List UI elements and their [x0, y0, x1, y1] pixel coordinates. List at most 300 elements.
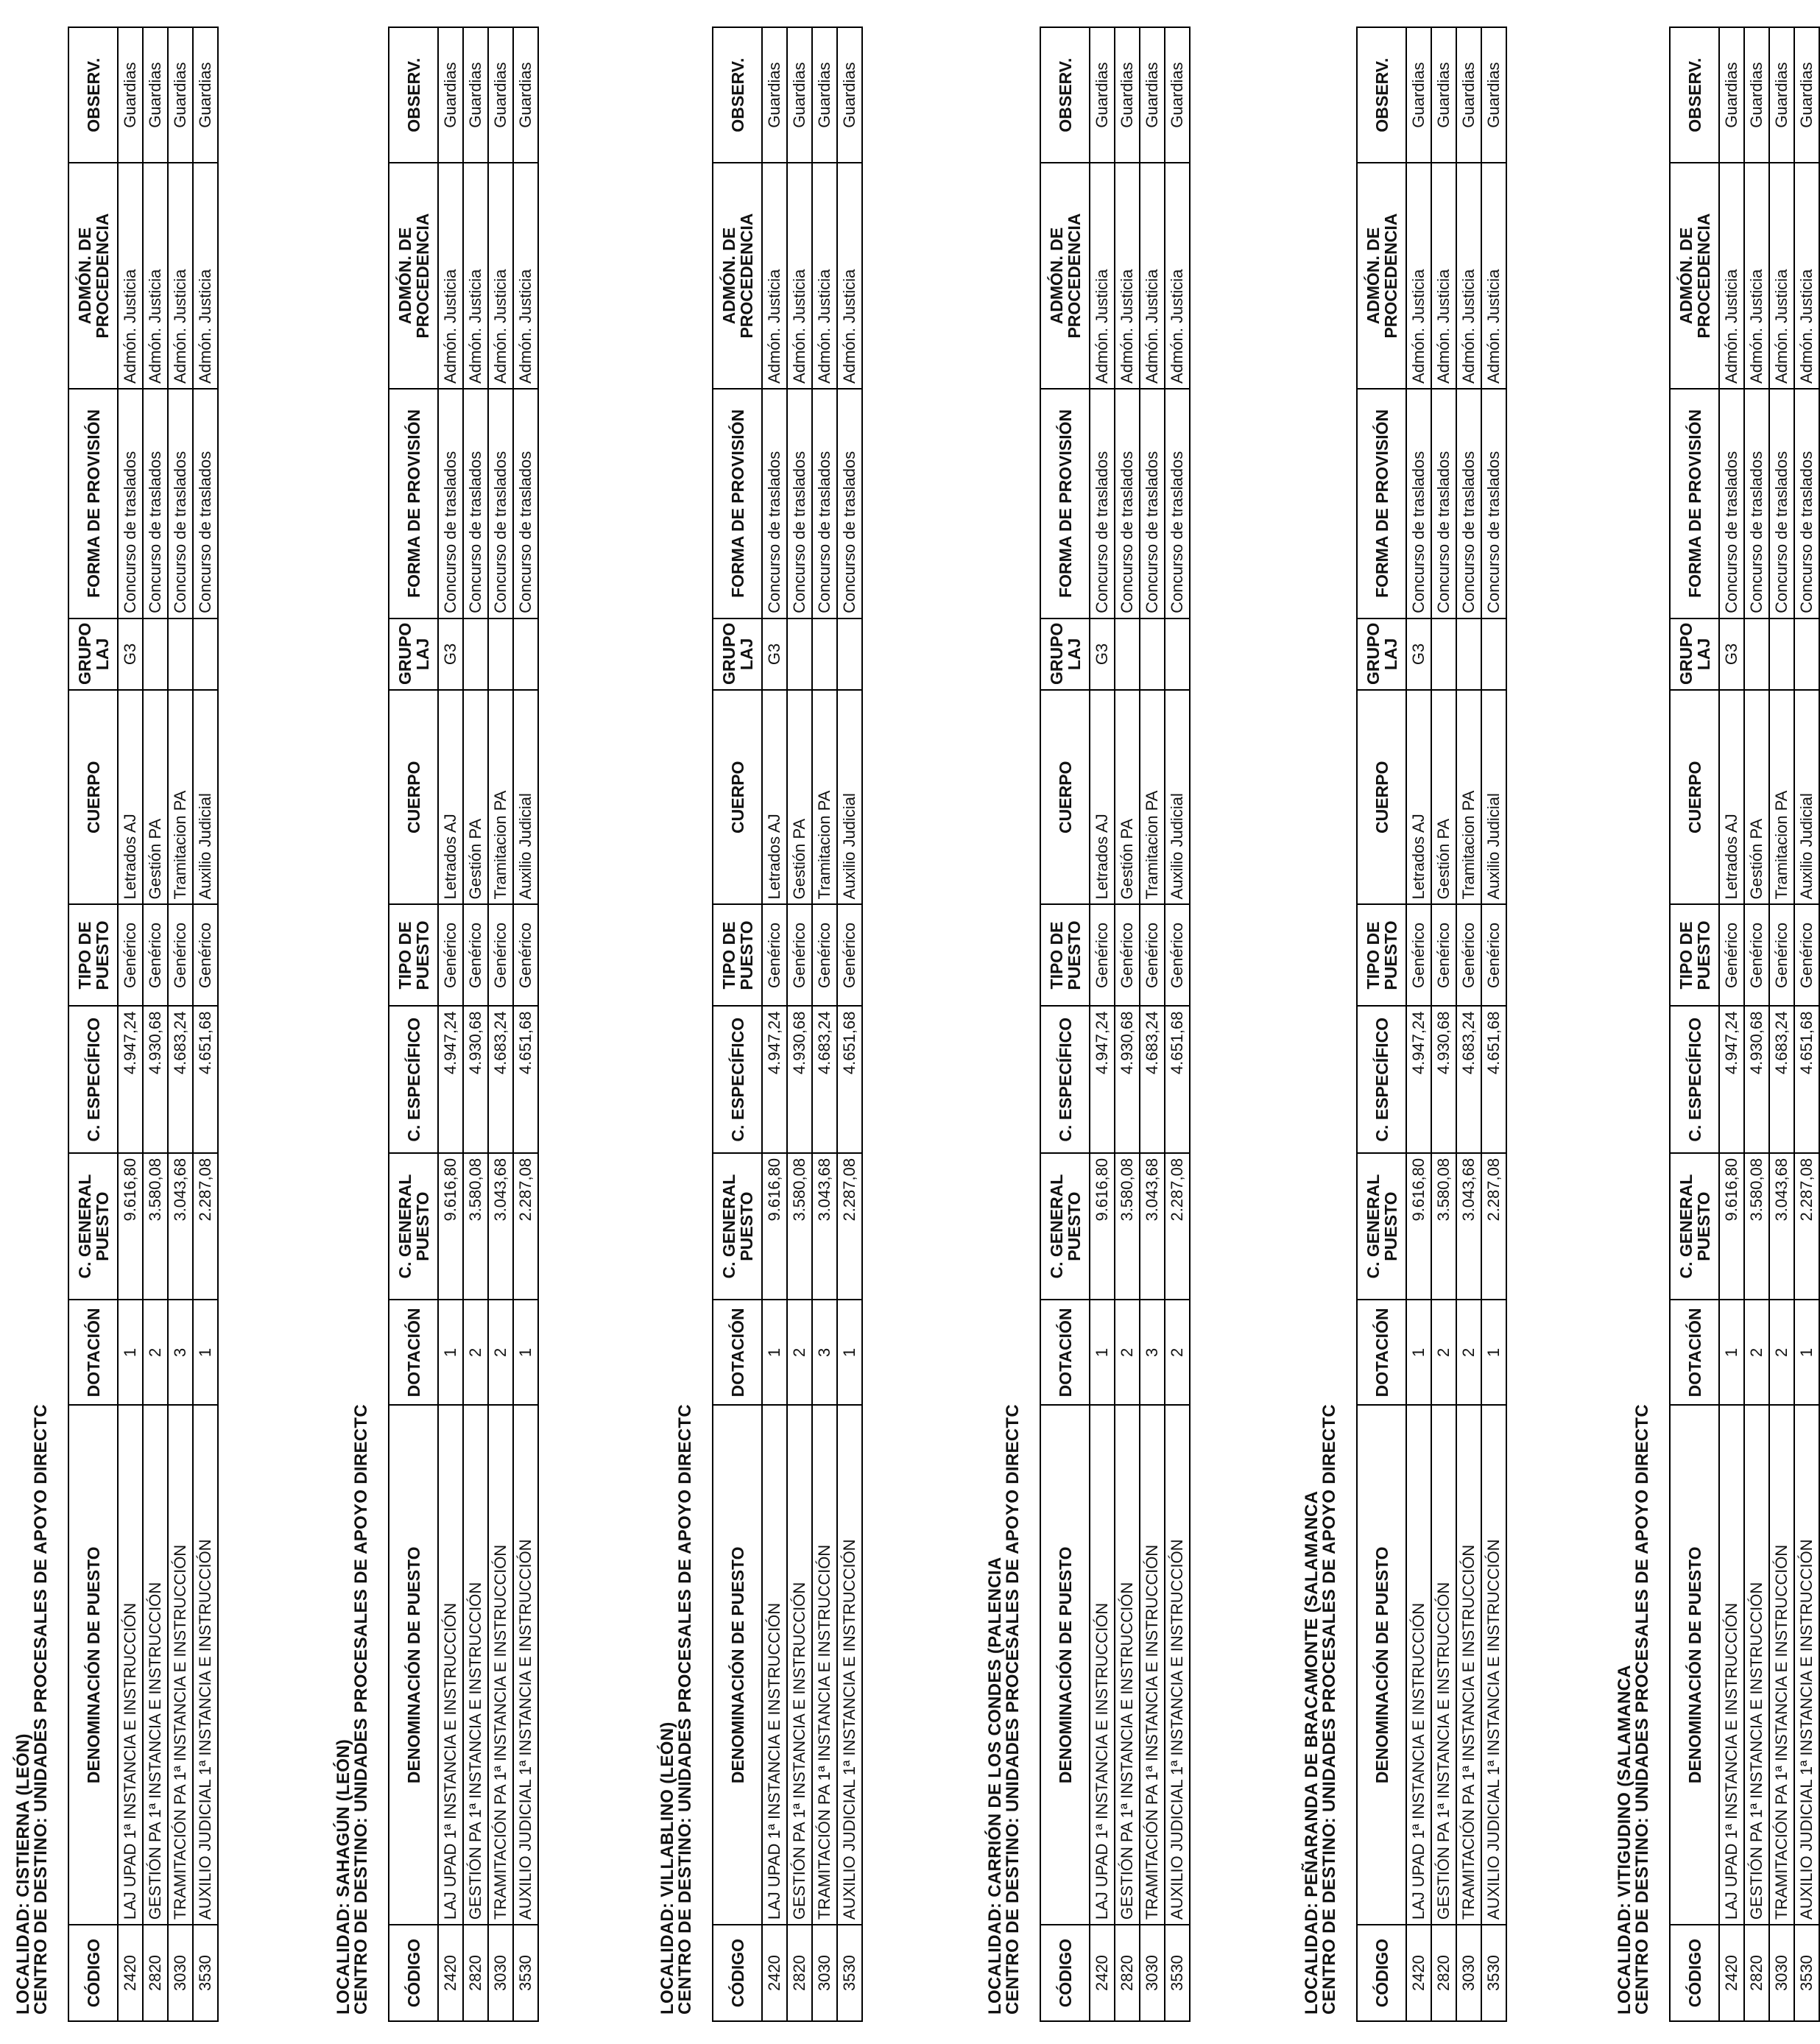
cell-cuerpo: Auxilio Judicial — [1481, 690, 1506, 904]
table-row — [438, 27, 463, 2021]
column-header-codigo: CÓDIGO — [713, 1925, 762, 2021]
cell-admon-procedencia: Admón. Justicia — [1090, 163, 1115, 389]
cell-admon-procedencia: Admón. Justicia — [1794, 163, 1819, 389]
cell-grupo-laj — [488, 619, 513, 690]
cell-codigo: 3030 — [812, 1925, 837, 2021]
cell-denominacion: LAJ UPAD 1ª INSTANCIA E INSTRUCCIÓN — [118, 1405, 143, 1925]
column-header-dotacion: DOTACIÓN — [1357, 1300, 1406, 1405]
column-header-codigo: CÓDIGO — [1670, 1925, 1719, 2021]
cell-tipo-puesto: Genérico — [118, 904, 143, 1006]
column-header-c-especifico: C. ESPECÍFICO — [713, 1007, 762, 1153]
column-header-tipo-puesto: TIPO DE PUESTO — [389, 904, 438, 1006]
cell-observ: Guardias — [837, 27, 862, 163]
cell-c-general: 3.580,08 — [1431, 1153, 1456, 1300]
cell-forma-provision: Concurso de traslados — [1769, 389, 1794, 619]
positions-table — [68, 27, 219, 2022]
cell-c-general: 2.287,08 — [837, 1153, 862, 1300]
cell-cuerpo: Gestión PA — [787, 690, 812, 904]
centro-destino-heading: CENTRO DE DESTINO: UNIDADES PROCESALES DE APOYO DIRECTC — [1319, 1403, 1339, 2015]
column-header-grupo-laj: GRUPO LAJ — [1040, 619, 1090, 690]
cell-c-general: 2.287,08 — [1794, 1153, 1819, 1300]
cell-forma-provision: Concurso de traslados — [488, 389, 513, 619]
cell-codigo: 3530 — [513, 1925, 538, 2021]
cell-observ: Guardias — [143, 27, 168, 163]
cell-c-general: 3.043,68 — [488, 1153, 513, 1300]
cell-denominacion: GESTIÓN PA 1ª INSTANCIA E INSTRUCCIÓN — [1115, 1405, 1140, 1925]
cell-c-especifico: 4.651,68 — [513, 1007, 538, 1153]
column-header-grupo-laj: GRUPO LAJ — [68, 619, 118, 690]
cell-tipo-puesto: Genérico — [837, 904, 862, 1006]
table-row — [1115, 27, 1140, 2021]
cell-dotacion: 1 — [513, 1300, 538, 1405]
column-header-c-especifico: C. ESPECÍFICO — [1040, 1007, 1090, 1153]
cell-codigo: 3530 — [1165, 1925, 1190, 2021]
cell-forma-provision: Concurso de traslados — [1719, 389, 1744, 619]
column-header-observ: OBSERV. — [1670, 27, 1719, 163]
centro-destino-heading: CENTRO DE DESTINO: UNIDADES PROCESALES DE APOYO DIRECTC — [31, 1403, 51, 2015]
cell-dotacion: 2 — [787, 1300, 812, 1405]
cell-denominacion: TRAMITACIÓN PA 1ª INSTANCIA E INSTRUCCIÓN — [488, 1405, 513, 1925]
cell-grupo-laj — [1769, 619, 1794, 690]
column-header-grupo-laj: GRUPO LAJ — [713, 619, 762, 690]
cell-grupo-laj: G3 — [438, 619, 463, 690]
cell-c-especifico: 4.947,24 — [118, 1007, 143, 1153]
cell-codigo: 3030 — [1769, 1925, 1794, 2021]
cell-cuerpo: Gestión PA — [463, 690, 488, 904]
table-row — [1406, 27, 1431, 2021]
table-row — [1481, 27, 1506, 2021]
cell-grupo-laj — [1794, 619, 1819, 690]
table-row — [1744, 27, 1769, 2021]
cell-admon-procedencia: Admón. Justicia — [1165, 163, 1190, 389]
cell-grupo-laj — [1456, 619, 1481, 690]
positions-table — [712, 27, 863, 2022]
table-row — [513, 27, 538, 2021]
cell-admon-procedencia: Admón. Justicia — [837, 163, 862, 389]
cell-codigo: 3530 — [193, 1925, 218, 2021]
cell-dotacion: 2 — [1456, 1300, 1481, 1405]
cell-c-general: 3.043,68 — [1140, 1153, 1165, 1300]
table-row — [1456, 27, 1481, 2021]
cell-grupo-laj — [513, 619, 538, 690]
cell-codigo: 3030 — [1140, 1925, 1165, 2021]
cell-admon-procedencia: Admón. Justicia — [438, 163, 463, 389]
column-header-forma-provision: FORMA DE PROVISIÓN — [713, 389, 762, 619]
column-header-grupo-laj: GRUPO LAJ — [1357, 619, 1406, 690]
column-header-c-especifico: C. ESPECÍFICO — [1670, 1007, 1719, 1153]
cell-c-general: 3.580,08 — [463, 1153, 488, 1300]
cell-grupo-laj: G3 — [1719, 619, 1744, 690]
cell-dotacion: 1 — [837, 1300, 862, 1405]
cell-dotacion: 2 — [463, 1300, 488, 1405]
column-header-observ: OBSERV. — [68, 27, 118, 163]
column-header-codigo: CÓDIGO — [1040, 1925, 1090, 2021]
cell-forma-provision: Concurso de traslados — [1140, 389, 1165, 619]
cell-c-especifico: 4.930,68 — [143, 1007, 168, 1153]
column-header-c-especifico: C. ESPECÍFICO — [1357, 1007, 1406, 1153]
column-header-cuerpo: CUERPO — [1040, 690, 1090, 904]
cell-tipo-puesto: Genérico — [1719, 904, 1744, 1006]
cell-codigo: 2820 — [463, 1925, 488, 2021]
cell-c-general: 2.287,08 — [1481, 1153, 1506, 1300]
cell-cuerpo: Auxilio Judicial — [513, 690, 538, 904]
cell-codigo: 2420 — [762, 1925, 787, 2021]
cell-forma-provision: Concurso de traslados — [1431, 389, 1456, 619]
centro-destino-heading: CENTRO DE DESTINO: UNIDADES PROCESALES DE APOYO DIRECTC — [675, 1403, 695, 2015]
cell-forma-provision: Concurso de traslados — [1456, 389, 1481, 619]
table-row — [837, 27, 862, 2021]
positions-table — [1040, 27, 1191, 2022]
table-row — [1140, 27, 1165, 2021]
cell-grupo-laj — [1744, 619, 1769, 690]
column-header-tipo-puesto: TIPO DE PUESTO — [1040, 904, 1090, 1006]
cell-cuerpo: Tramitacion PA — [1769, 690, 1794, 904]
cell-c-especifico: 4.947,24 — [1090, 1007, 1115, 1153]
column-header-admon-procedencia: ADMÓN. DE PROCEDENCIA — [1040, 163, 1090, 389]
table-row — [812, 27, 837, 2021]
cell-observ: Guardias — [1090, 27, 1115, 163]
table-row — [463, 27, 488, 2021]
localidad-heading: LOCALIDAD: SAHAGÚN (LEÓN) — [334, 1738, 353, 2015]
cell-admon-procedencia: Admón. Justicia — [463, 163, 488, 389]
cell-dotacion: 1 — [1719, 1300, 1744, 1405]
column-header-forma-provision: FORMA DE PROVISIÓN — [1357, 389, 1406, 619]
cell-grupo-laj: G3 — [1406, 619, 1431, 690]
positions-table — [1356, 27, 1507, 2022]
cell-c-especifico: 4.930,68 — [1115, 1007, 1140, 1153]
cell-admon-procedencia: Admón. Justicia — [1456, 163, 1481, 389]
cell-tipo-puesto: Genérico — [1794, 904, 1819, 1006]
cell-observ: Guardias — [787, 27, 812, 163]
cell-c-general: 2.287,08 — [513, 1153, 538, 1300]
cell-c-especifico: 4.683,24 — [168, 1007, 193, 1153]
cell-denominacion: LAJ UPAD 1ª INSTANCIA E INSTRUCCIÓN — [1406, 1405, 1431, 1925]
cell-dotacion: 1 — [193, 1300, 218, 1405]
cell-forma-provision: Concurso de traslados — [762, 389, 787, 619]
cell-denominacion: TRAMITACIÓN PA 1ª INSTANCIA E INSTRUCCIÓN — [168, 1405, 193, 1925]
cell-tipo-puesto: Genérico — [1140, 904, 1165, 1006]
cell-forma-provision: Concurso de traslados — [1744, 389, 1769, 619]
cell-tipo-puesto: Genérico — [812, 904, 837, 1006]
column-header-admon-procedencia: ADMÓN. DE PROCEDENCIA — [389, 163, 438, 389]
localidad-heading: LOCALIDAD: PEÑARANDA DE BRACAMONTE (SALAMANCA — [1302, 1490, 1322, 2015]
cell-admon-procedencia: Admón. Justicia — [488, 163, 513, 389]
cell-tipo-puesto: Genérico — [143, 904, 168, 1006]
column-header-denominacion: DENOMINACIÓN DE PUESTO — [1040, 1405, 1090, 1925]
cell-cuerpo: Letrados AJ — [1719, 690, 1744, 904]
cell-cuerpo: Auxilio Judicial — [1165, 690, 1190, 904]
column-header-admon-procedencia: ADMÓN. DE PROCEDENCIA — [713, 163, 762, 389]
cell-denominacion: AUXILIO JUDICIAL 1ª INSTANCIA E INSTRUCCIÓN — [193, 1405, 218, 1925]
cell-dotacion: 1 — [1481, 1300, 1506, 1405]
cell-tipo-puesto: Genérico — [168, 904, 193, 1006]
cell-dotacion: 2 — [488, 1300, 513, 1405]
cell-tipo-puesto: Genérico — [438, 904, 463, 1006]
cell-c-especifico: 4.651,68 — [193, 1007, 218, 1153]
cell-cuerpo: Letrados AJ — [1406, 690, 1431, 904]
cell-codigo: 2820 — [1431, 1925, 1456, 2021]
cell-admon-procedencia: Admón. Justicia — [1719, 163, 1744, 389]
cell-tipo-puesto: Genérico — [513, 904, 538, 1006]
cell-c-general: 3.043,68 — [168, 1153, 193, 1300]
cell-denominacion: GESTIÓN PA 1ª INSTANCIA E INSTRUCCIÓN — [1744, 1405, 1769, 1925]
table-row — [118, 27, 143, 2021]
column-header-observ: OBSERV. — [389, 27, 438, 163]
cell-codigo: 2420 — [438, 1925, 463, 2021]
column-header-dotacion: DOTACIÓN — [389, 1300, 438, 1405]
table-row — [787, 27, 812, 2021]
table-header-row — [1357, 27, 1406, 2021]
cell-forma-provision: Concurso de traslados — [787, 389, 812, 619]
cell-forma-provision: Concurso de traslados — [168, 389, 193, 619]
centro-destino-heading: CENTRO DE DESTINO: UNIDADES PROCESALES DE APOYO DIRECTC — [351, 1403, 371, 2015]
cell-c-especifico: 4.651,68 — [1165, 1007, 1190, 1153]
cell-dotacion: 1 — [1794, 1300, 1819, 1405]
cell-denominacion: TRAMITACIÓN PA 1ª INSTANCIA E INSTRUCCIÓN — [1456, 1405, 1481, 1925]
cell-c-especifico: 4.651,68 — [1481, 1007, 1506, 1153]
cell-tipo-puesto: Genérico — [1431, 904, 1456, 1006]
cell-admon-procedencia: Admón. Justicia — [787, 163, 812, 389]
column-header-codigo: CÓDIGO — [389, 1925, 438, 2021]
cell-denominacion: GESTIÓN PA 1ª INSTANCIA E INSTRUCCIÓN — [463, 1405, 488, 1925]
cell-cuerpo: Tramitacion PA — [812, 690, 837, 904]
cell-denominacion: GESTIÓN PA 1ª INSTANCIA E INSTRUCCIÓN — [787, 1405, 812, 1925]
cell-observ: Guardias — [513, 27, 538, 163]
cell-c-especifico: 4.683,24 — [812, 1007, 837, 1153]
section-block — [1302, 27, 1503, 2022]
cell-dotacion: 2 — [1431, 1300, 1456, 1405]
cell-tipo-puesto: Genérico — [762, 904, 787, 1006]
cell-observ: Guardias — [438, 27, 463, 163]
cell-tipo-puesto: Genérico — [488, 904, 513, 1006]
cell-dotacion: 1 — [1406, 1300, 1431, 1405]
cell-observ: Guardias — [1115, 27, 1140, 163]
cell-denominacion: AUXILIO JUDICIAL 1ª INSTANCIA E INSTRUCCIÓN — [1794, 1405, 1819, 1925]
cell-c-especifico: 4.683,24 — [1140, 1007, 1165, 1153]
table-header-row — [1670, 27, 1719, 2021]
cell-denominacion: AUXILIO JUDICIAL 1ª INSTANCIA E INSTRUCCIÓN — [513, 1405, 538, 1925]
cell-c-especifico: 4.947,24 — [762, 1007, 787, 1153]
cell-forma-provision: Concurso de traslados — [1406, 389, 1431, 619]
cell-observ: Guardias — [1165, 27, 1190, 163]
column-header-denominacion: DENOMINACIÓN DE PUESTO — [68, 1405, 118, 1925]
cell-dotacion: 1 — [1090, 1300, 1115, 1405]
cell-c-especifico: 4.930,68 — [1431, 1007, 1456, 1153]
cell-codigo: 3530 — [837, 1925, 862, 2021]
cell-tipo-puesto: Genérico — [1456, 904, 1481, 1006]
cell-cuerpo: Letrados AJ — [1090, 690, 1115, 904]
column-header-c-general: C. GENERAL PUESTO — [1357, 1153, 1406, 1300]
cell-denominacion: LAJ UPAD 1ª INSTANCIA E INSTRUCCIÓN — [438, 1405, 463, 1925]
cell-codigo: 3030 — [168, 1925, 193, 2021]
cell-tipo-puesto: Genérico — [787, 904, 812, 1006]
cell-codigo: 2420 — [1406, 1925, 1431, 2021]
cell-cuerpo: Gestión PA — [1744, 690, 1769, 904]
cell-denominacion: AUXILIO JUDICIAL 1ª INSTANCIA E INSTRUCCIÓN — [1165, 1405, 1190, 1925]
cell-c-general: 2.287,08 — [1165, 1153, 1190, 1300]
column-header-observ: OBSERV. — [713, 27, 762, 163]
column-header-forma-provision: FORMA DE PROVISIÓN — [1040, 389, 1090, 619]
column-header-cuerpo: CUERPO — [1357, 690, 1406, 904]
column-header-forma-provision: FORMA DE PROVISIÓN — [68, 389, 118, 619]
cell-tipo-puesto: Genérico — [1744, 904, 1769, 1006]
cell-c-general: 3.580,08 — [1744, 1153, 1769, 1300]
cell-codigo: 2820 — [787, 1925, 812, 2021]
cell-tipo-puesto: Genérico — [1090, 904, 1115, 1006]
cell-dotacion: 3 — [168, 1300, 193, 1405]
section-block — [1615, 27, 1816, 2022]
section-block — [985, 27, 1186, 2022]
table-row — [1431, 27, 1456, 2021]
centro-destino-heading: CENTRO DE DESTINO: UNIDADES PROCESALES DE APOYO DIRECTC — [1632, 1403, 1652, 2015]
column-header-c-especifico: C. ESPECÍFICO — [68, 1007, 118, 1153]
cell-denominacion: LAJ UPAD 1ª INSTANCIA E INSTRUCCIÓN — [762, 1405, 787, 1925]
cell-cuerpo: Gestión PA — [1431, 690, 1456, 904]
table-row — [762, 27, 787, 2021]
column-header-observ: OBSERV. — [1357, 27, 1406, 163]
cell-c-especifico: 4.683,24 — [488, 1007, 513, 1153]
column-header-observ: OBSERV. — [1040, 27, 1090, 163]
cell-c-especifico: 4.930,68 — [463, 1007, 488, 1153]
cell-observ: Guardias — [1769, 27, 1794, 163]
column-header-forma-provision: FORMA DE PROVISIÓN — [1670, 389, 1719, 619]
column-header-tipo-puesto: TIPO DE PUESTO — [1357, 904, 1406, 1006]
cell-c-especifico: 4.930,68 — [1744, 1007, 1769, 1153]
column-header-c-general: C. GENERAL PUESTO — [1670, 1153, 1719, 1300]
cell-cuerpo: Auxilio Judicial — [193, 690, 218, 904]
cell-c-general: 9.616,80 — [118, 1153, 143, 1300]
cell-codigo: 3530 — [1794, 1925, 1819, 2021]
cell-c-general: 3.043,68 — [812, 1153, 837, 1300]
cell-admon-procedencia: Admón. Justicia — [1744, 163, 1769, 389]
column-header-denominacion: DENOMINACIÓN DE PUESTO — [1670, 1405, 1719, 1925]
cell-grupo-laj — [812, 619, 837, 690]
column-header-c-general: C. GENERAL PUESTO — [1040, 1153, 1090, 1300]
cell-c-general: 3.043,68 — [1769, 1153, 1794, 1300]
cell-denominacion: AUXILIO JUDICIAL 1ª INSTANCIA E INSTRUCCIÓN — [837, 1405, 862, 1925]
cell-c-general: 9.616,80 — [438, 1153, 463, 1300]
cell-denominacion: LAJ UPAD 1ª INSTANCIA E INSTRUCCIÓN — [1719, 1405, 1744, 1925]
cell-observ: Guardias — [168, 27, 193, 163]
cell-dotacion: 2 — [143, 1300, 168, 1405]
column-header-c-general: C. GENERAL PUESTO — [389, 1153, 438, 1300]
cell-cuerpo: Gestión PA — [143, 690, 168, 904]
localidad-heading: LOCALIDAD: CISTIERNA (LEÓN) — [13, 1733, 33, 2015]
cell-forma-provision: Concurso de traslados — [1481, 389, 1506, 619]
cell-forma-provision: Concurso de traslados — [193, 389, 218, 619]
cell-codigo: 2820 — [143, 1925, 168, 2021]
cell-admon-procedencia: Admón. Justicia — [143, 163, 168, 389]
cell-codigo: 3030 — [488, 1925, 513, 2021]
centro-destino-heading: CENTRO DE DESTINO: UNIDADES PROCESALES DE APOYO DIRECTC — [1003, 1403, 1023, 2015]
cell-observ: Guardias — [488, 27, 513, 163]
cell-c-general: 3.580,08 — [787, 1153, 812, 1300]
cell-tipo-puesto: Genérico — [193, 904, 218, 1006]
cell-forma-provision: Concurso de traslados — [1115, 389, 1140, 619]
cell-codigo: 2420 — [1090, 1925, 1115, 2021]
cell-dotacion: 1 — [438, 1300, 463, 1405]
section-block — [13, 27, 214, 2022]
table-row — [1090, 27, 1115, 2021]
cell-cuerpo: Letrados AJ — [762, 690, 787, 904]
cell-c-especifico: 4.683,24 — [1456, 1007, 1481, 1153]
cell-c-especifico: 4.947,24 — [438, 1007, 463, 1153]
table-row — [488, 27, 513, 2021]
cell-denominacion: TRAMITACIÓN PA 1ª INSTANCIA E INSTRUCCIÓN — [1769, 1405, 1794, 1925]
cell-grupo-laj — [1431, 619, 1456, 690]
cell-grupo-laj — [1165, 619, 1190, 690]
table-row — [143, 27, 168, 2021]
cell-c-especifico: 4.683,24 — [1769, 1007, 1794, 1153]
cell-c-especifico: 4.651,68 — [1794, 1007, 1819, 1153]
cell-observ: Guardias — [463, 27, 488, 163]
cell-c-especifico: 4.947,24 — [1406, 1007, 1431, 1153]
cell-observ: Guardias — [118, 27, 143, 163]
cell-forma-provision: Concurso de traslados — [438, 389, 463, 619]
cell-grupo-laj — [1115, 619, 1140, 690]
cell-c-general: 3.580,08 — [143, 1153, 168, 1300]
section-block — [657, 27, 858, 2022]
cell-cuerpo: Tramitacion PA — [488, 690, 513, 904]
column-header-dotacion: DOTACIÓN — [68, 1300, 118, 1405]
cell-forma-provision: Concurso de traslados — [513, 389, 538, 619]
cell-dotacion: 1 — [118, 1300, 143, 1405]
cell-tipo-puesto: Genérico — [463, 904, 488, 1006]
column-header-c-general: C. GENERAL PUESTO — [68, 1153, 118, 1300]
cell-admon-procedencia: Admón. Justicia — [1769, 163, 1794, 389]
column-header-cuerpo: CUERPO — [68, 690, 118, 904]
table-header-row — [1040, 27, 1090, 2021]
table-row — [1794, 27, 1819, 2021]
cell-forma-provision: Concurso de traslados — [143, 389, 168, 619]
cell-admon-procedencia: Admón. Justicia — [513, 163, 538, 389]
section-block — [334, 27, 535, 2022]
cell-dotacion: 2 — [1744, 1300, 1769, 1405]
cell-cuerpo: Auxilio Judicial — [837, 690, 862, 904]
cell-codigo: 2420 — [118, 1925, 143, 2021]
cell-admon-procedencia: Admón. Justicia — [812, 163, 837, 389]
cell-codigo: 3030 — [1456, 1925, 1481, 2021]
cell-dotacion: 1 — [762, 1300, 787, 1405]
cell-denominacion: AUXILIO JUDICIAL 1ª INSTANCIA E INSTRUCCIÓN — [1481, 1405, 1506, 1925]
cell-forma-provision: Concurso de traslados — [1794, 389, 1819, 619]
cell-c-general: 9.616,80 — [1406, 1153, 1431, 1300]
column-header-cuerpo: CUERPO — [1670, 690, 1719, 904]
cell-grupo-laj — [143, 619, 168, 690]
cell-c-general: 3.580,08 — [1115, 1153, 1140, 1300]
cell-dotacion: 2 — [1165, 1300, 1190, 1405]
cell-admon-procedencia: Admón. Justicia — [193, 163, 218, 389]
cell-denominacion: GESTIÓN PA 1ª INSTANCIA E INSTRUCCIÓN — [1431, 1405, 1456, 1925]
cell-forma-provision: Concurso de traslados — [463, 389, 488, 619]
cell-observ: Guardias — [1719, 27, 1744, 163]
cell-tipo-puesto: Genérico — [1406, 904, 1431, 1006]
cell-observ: Guardias — [193, 27, 218, 163]
cell-grupo-laj: G3 — [762, 619, 787, 690]
cell-admon-procedencia: Admón. Justicia — [1115, 163, 1140, 389]
cell-observ: Guardias — [1456, 27, 1481, 163]
cell-c-general: 9.616,80 — [1090, 1153, 1115, 1300]
table-header-row — [68, 27, 118, 2021]
cell-admon-procedencia: Admón. Justicia — [1140, 163, 1165, 389]
column-header-grupo-laj: GRUPO LAJ — [1670, 619, 1719, 690]
cell-cuerpo: Tramitacion PA — [1456, 690, 1481, 904]
column-header-denominacion: DENOMINACIÓN DE PUESTO — [1357, 1405, 1406, 1925]
cell-c-especifico: 4.651,68 — [837, 1007, 862, 1153]
cell-observ: Guardias — [1481, 27, 1506, 163]
cell-grupo-laj — [1481, 619, 1506, 690]
column-header-dotacion: DOTACIÓN — [1670, 1300, 1719, 1405]
